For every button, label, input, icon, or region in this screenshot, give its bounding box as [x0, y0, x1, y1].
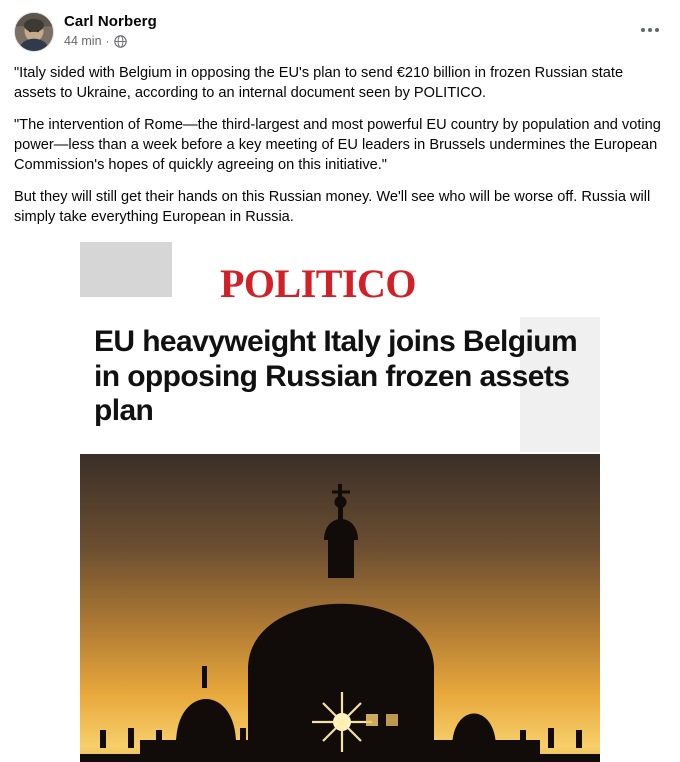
post-paragraph: "The intervention of Rome—the third-largest and most powerful EU country by population and voting power—less than a week before a key meeting of EU leaders in Brussels undermines the European Commission's hopes of quickly agreeing on this initiative." [14, 117, 661, 173]
ellipsis-icon[interactable] [634, 14, 666, 46]
ellipsis-dot [648, 28, 652, 32]
post-paragraph: But they will still get their hands on this Russian money. We'll see who will be worse off. Russia will simply take everything European in Russia. [14, 189, 651, 226]
meta-separator: · [105, 34, 110, 49]
post-meta [64, 34, 157, 49]
image-left-margin [0, 242, 80, 762]
grey-block [80, 242, 172, 297]
post-author-name[interactable]: Carl Norberg [64, 13, 157, 30]
ellipsis-dot [641, 28, 645, 32]
politico-logo: POLITICO [220, 260, 417, 306]
avatar[interactable] [14, 12, 54, 52]
post-timestamp[interactable]: 44 min [64, 34, 102, 48]
ellipsis-dot [655, 28, 659, 32]
attachment-image-inner [80, 242, 600, 762]
link-attachment[interactable] [0, 242, 680, 762]
post-author-block [64, 12, 157, 49]
headline-shade [520, 317, 600, 452]
attachment-headline-text: EU heavyweight Italy joins Belgium in opposing Russian frozen assets plan [94, 324, 578, 428]
post-header [0, 0, 680, 58]
publisher-bar [80, 242, 600, 317]
basilica-photo [80, 454, 600, 762]
post-paragraph: "Italy sided with Belgium in opposing the EU's plan to send €210 billion in frozen Russian state assets to Ukraine, according to an internal document seen by POLITICO. [14, 65, 624, 101]
post-message [0, 58, 680, 238]
attachment-image[interactable] [0, 242, 680, 762]
globe-icon[interactable] [114, 35, 127, 48]
image-right-margin [600, 242, 680, 762]
